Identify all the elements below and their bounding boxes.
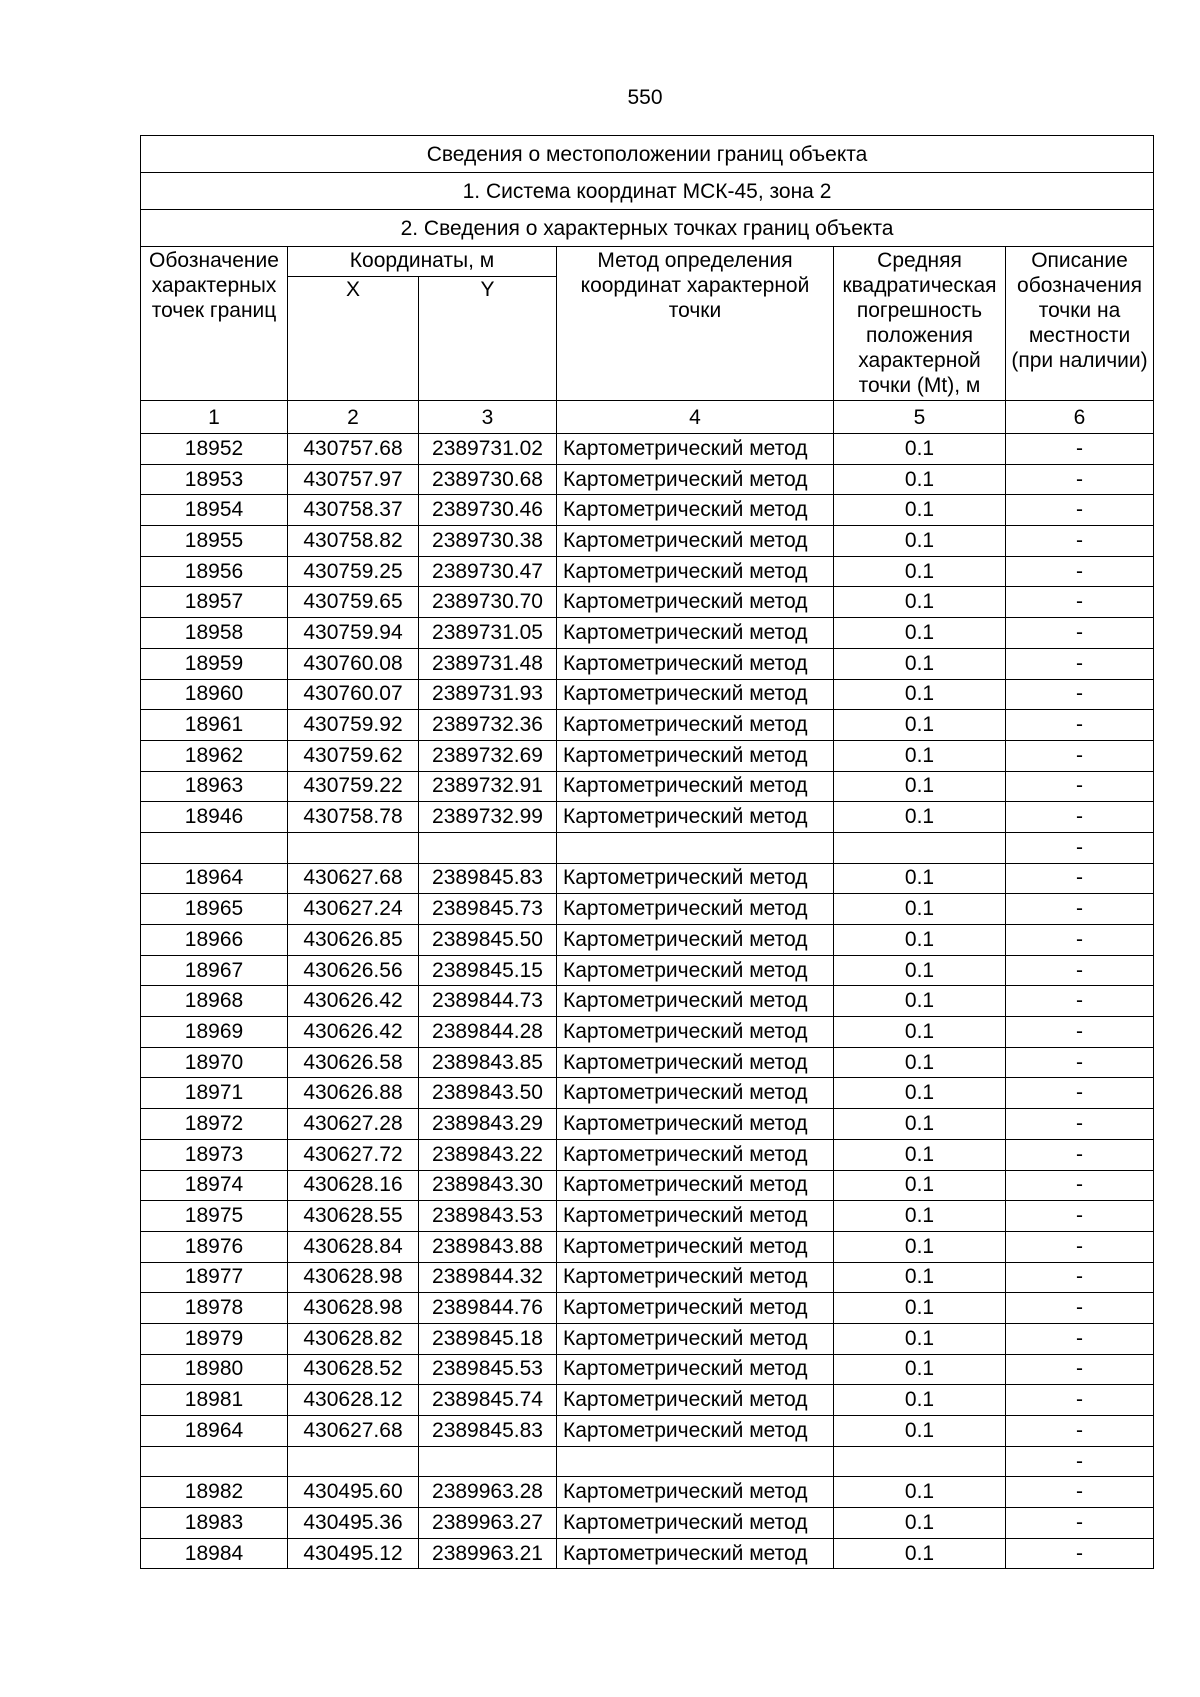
table-row [141,1109,1154,1140]
y-coord-cell: 2389730.46 [419,495,557,526]
description-cell: - [1006,1017,1154,1048]
x-coord-cell: 430758.78 [288,802,419,833]
error-cell: 0.1 [834,894,1006,925]
y-coord-cell: 2389730.70 [419,587,557,618]
method-cell: Картометрический метод [557,1139,834,1170]
header-x: X [288,277,419,401]
description-cell: - [1006,894,1154,925]
header-method: Метод определения координат характерной точки [557,247,834,401]
table-row [141,955,1154,986]
x-coord-cell: 430495.36 [288,1508,419,1539]
table-row [141,1385,1154,1416]
table-row [141,464,1154,495]
table-row [141,1201,1154,1232]
table-row [141,679,1154,710]
description-cell: - [1006,832,1154,863]
table-row [141,1354,1154,1385]
x-coord-cell: 430628.98 [288,1293,419,1324]
point-id-cell: 18963 [141,771,288,802]
column-number: 4 [557,401,834,434]
point-id-cell: 18953 [141,464,288,495]
error-cell: 0.1 [834,1508,1006,1539]
point-id-cell: 18983 [141,1508,288,1539]
method-cell: Картометрический метод [557,1017,834,1048]
point-id-cell: 18968 [141,986,288,1017]
error-cell: 0.1 [834,464,1006,495]
error-cell: 0.1 [834,1538,1006,1569]
error-cell: 0.1 [834,1354,1006,1385]
y-coord-cell: 2389844.32 [419,1262,557,1293]
y-coord-cell: 2389731.48 [419,648,557,679]
table-row [141,1508,1154,1539]
table-row [141,1047,1154,1078]
table-row [141,648,1154,679]
point-id-cell [141,1446,288,1477]
y-coord-cell: 2389843.22 [419,1139,557,1170]
x-coord-cell: 430627.28 [288,1109,419,1140]
error-cell: 0.1 [834,955,1006,986]
error-cell: 0.1 [834,1231,1006,1262]
table-row [141,434,1154,465]
point-id-cell: 18974 [141,1170,288,1201]
table-row [141,740,1154,771]
table-row [141,1538,1154,1569]
point-id-cell: 18978 [141,1293,288,1324]
method-cell: Картометрический метод [557,1416,834,1447]
boundary-points-table [140,135,1154,1569]
description-cell: - [1006,1354,1154,1385]
method-cell: Картометрический метод [557,464,834,495]
error-cell: 0.1 [834,618,1006,649]
method-cell: Картометрический метод [557,740,834,771]
page-number: 550 [627,86,663,109]
description-cell: - [1006,434,1154,465]
method-cell: Картометрический метод [557,1231,834,1262]
error-cell: 0.1 [834,1262,1006,1293]
x-coord-cell [288,832,419,863]
error-cell: 0.1 [834,1109,1006,1140]
y-coord-cell: 2389845.73 [419,894,557,925]
error-cell: 0.1 [834,587,1006,618]
description-cell: - [1006,1508,1154,1539]
table-row [141,556,1154,587]
method-cell: Картометрический метод [557,556,834,587]
description-cell: - [1006,955,1154,986]
column-number: 2 [288,401,419,434]
method-cell: Картометрический метод [557,894,834,925]
error-cell: 0.1 [834,556,1006,587]
header-y: Y [419,277,557,401]
table-row [141,863,1154,894]
point-id-cell: 18952 [141,434,288,465]
header-point: Обозначение характерных точек границ [141,247,288,401]
description-cell: - [1006,1538,1154,1569]
y-coord-cell: 2389843.29 [419,1109,557,1140]
point-id-cell: 18961 [141,710,288,741]
method-cell: Картометрический метод [557,679,834,710]
coordinate-system: 1. Система координат МСК-45, зона 2 [141,173,1154,210]
point-id-cell: 18957 [141,587,288,618]
table-title: Сведения о местоположении границ объекта [141,136,1154,173]
table-row [141,894,1154,925]
error-cell: 0.1 [834,1201,1006,1232]
y-coord-cell: 2389963.27 [419,1508,557,1539]
table-row [141,802,1154,833]
description-cell: - [1006,526,1154,557]
y-coord-cell: 2389843.88 [419,1231,557,1262]
y-coord-cell: 2389844.76 [419,1293,557,1324]
description-cell: - [1006,464,1154,495]
y-coord-cell: 2389843.50 [419,1078,557,1109]
point-id-cell: 18955 [141,526,288,557]
x-coord-cell: 430495.12 [288,1538,419,1569]
table-row [141,526,1154,557]
point-id-cell: 18946 [141,802,288,833]
description-cell: - [1006,1293,1154,1324]
point-id-cell: 18964 [141,1416,288,1447]
point-id-cell: 18967 [141,955,288,986]
table-row [141,1170,1154,1201]
error-cell: 0.1 [834,1078,1006,1109]
x-coord-cell: 430627.68 [288,1416,419,1447]
description-cell: - [1006,618,1154,649]
description-cell: - [1006,1047,1154,1078]
description-cell: - [1006,556,1154,587]
table-row [141,771,1154,802]
error-cell: 0.1 [834,526,1006,557]
error-cell: 0.1 [834,1139,1006,1170]
description-cell: - [1006,1078,1154,1109]
description-cell: - [1006,863,1154,894]
point-id-cell: 18971 [141,1078,288,1109]
table-row [141,618,1154,649]
y-coord-cell: 2389730.38 [419,526,557,557]
x-coord-cell: 430627.24 [288,894,419,925]
x-coord-cell: 430626.42 [288,986,419,1017]
column-number: 1 [141,401,288,434]
point-id-cell: 18982 [141,1477,288,1508]
point-id-cell: 18964 [141,863,288,894]
point-id-cell: 18977 [141,1262,288,1293]
y-coord-cell: 2389845.83 [419,863,557,894]
error-cell: 0.1 [834,1323,1006,1354]
point-id-cell: 18972 [141,1109,288,1140]
point-id-cell: 18966 [141,925,288,956]
method-cell [557,832,834,863]
method-cell: Картометрический метод [557,434,834,465]
y-coord-cell: 2389844.73 [419,986,557,1017]
method-cell: Картометрический метод [557,1109,834,1140]
method-cell: Картометрический метод [557,1323,834,1354]
x-coord-cell: 430757.68 [288,434,419,465]
y-coord-cell: 2389843.53 [419,1201,557,1232]
point-id-cell: 18981 [141,1385,288,1416]
error-cell: 0.1 [834,1017,1006,1048]
y-coord-cell: 2389731.02 [419,434,557,465]
point-id-cell: 18976 [141,1231,288,1262]
table-row [141,925,1154,956]
y-coord-cell: 2389732.36 [419,710,557,741]
method-cell: Картометрический метод [557,771,834,802]
x-coord-cell: 430626.56 [288,955,419,986]
table-row [141,986,1154,1017]
header-coords: Координаты, м [288,247,557,277]
description-cell: - [1006,1416,1154,1447]
x-coord-cell: 430628.82 [288,1323,419,1354]
y-coord-cell [419,832,557,863]
method-cell: Картометрический метод [557,1078,834,1109]
point-id-cell: 18958 [141,618,288,649]
x-coord-cell [288,1446,419,1477]
x-coord-cell: 430627.68 [288,863,419,894]
y-coord-cell: 2389845.18 [419,1323,557,1354]
x-coord-cell: 430760.07 [288,679,419,710]
method-cell: Картометрический метод [557,802,834,833]
method-cell: Картометрический метод [557,495,834,526]
y-coord-cell: 2389845.15 [419,955,557,986]
point-id-cell: 18980 [141,1354,288,1385]
method-cell: Картометрический метод [557,1170,834,1201]
table-row [141,1293,1154,1324]
x-coord-cell: 430628.55 [288,1201,419,1232]
method-cell: Картометрический метод [557,1262,834,1293]
method-cell: Картометрический метод [557,1477,834,1508]
point-id-cell: 18954 [141,495,288,526]
table-row [141,1078,1154,1109]
description-cell: - [1006,710,1154,741]
method-cell: Картометрический метод [557,863,834,894]
x-coord-cell: 430759.92 [288,710,419,741]
x-coord-cell: 430758.37 [288,495,419,526]
table-row [141,1477,1154,1508]
description-cell: - [1006,1446,1154,1477]
description-cell: - [1006,1170,1154,1201]
x-coord-cell: 430626.88 [288,1078,419,1109]
y-coord-cell: 2389845.50 [419,925,557,956]
table-row [141,832,1154,863]
x-coord-cell: 430626.85 [288,925,419,956]
error-cell: 0.1 [834,710,1006,741]
table-row [141,587,1154,618]
x-coord-cell: 430628.52 [288,1354,419,1385]
y-coord-cell [419,1446,557,1477]
x-coord-cell: 430759.62 [288,740,419,771]
description-cell: - [1006,587,1154,618]
y-coord-cell: 2389843.85 [419,1047,557,1078]
point-id-cell: 18979 [141,1323,288,1354]
description-cell: - [1006,1385,1154,1416]
y-coord-cell: 2389732.99 [419,802,557,833]
method-cell: Картометрический метод [557,1293,834,1324]
error-cell: 0.1 [834,986,1006,1017]
point-id-cell: 18960 [141,679,288,710]
header-description: Описание обозначения точки на местности (при наличии) [1006,247,1154,401]
y-coord-cell: 2389963.21 [419,1538,557,1569]
table-row [141,1323,1154,1354]
x-coord-cell: 430627.72 [288,1139,419,1170]
error-cell: 0.1 [834,1170,1006,1201]
method-cell: Картометрический метод [557,1047,834,1078]
description-cell: - [1006,1323,1154,1354]
x-coord-cell: 430628.12 [288,1385,419,1416]
column-number: 6 [1006,401,1154,434]
point-id-cell: 18969 [141,1017,288,1048]
x-coord-cell: 430759.22 [288,771,419,802]
x-coord-cell: 430759.94 [288,618,419,649]
point-id-cell: 18970 [141,1047,288,1078]
description-cell: - [1006,986,1154,1017]
y-coord-cell: 2389845.74 [419,1385,557,1416]
method-cell: Картометрический метод [557,1385,834,1416]
error-cell: 0.1 [834,1477,1006,1508]
y-coord-cell: 2389732.69 [419,740,557,771]
description-cell: - [1006,1201,1154,1232]
error-cell: 0.1 [834,1047,1006,1078]
error-cell: 0.1 [834,740,1006,771]
x-coord-cell: 430628.84 [288,1231,419,1262]
x-coord-cell: 430758.82 [288,526,419,557]
y-coord-cell: 2389731.93 [419,679,557,710]
error-cell: 0.1 [834,863,1006,894]
y-coord-cell: 2389732.91 [419,771,557,802]
point-id-cell: 18984 [141,1538,288,1569]
description-cell: - [1006,1477,1154,1508]
table-row [141,1262,1154,1293]
point-id-cell: 18973 [141,1139,288,1170]
error-cell: 0.1 [834,648,1006,679]
error-cell: 0.1 [834,1385,1006,1416]
method-cell: Картометрический метод [557,710,834,741]
description-cell: - [1006,771,1154,802]
point-id-cell: 18959 [141,648,288,679]
y-coord-cell: 2389963.28 [419,1477,557,1508]
description-cell: - [1006,925,1154,956]
error-cell: 0.1 [834,925,1006,956]
error-cell: 0.1 [834,679,1006,710]
point-id-cell: 18975 [141,1201,288,1232]
error-cell: 0.1 [834,771,1006,802]
method-cell: Картометрический метод [557,1538,834,1569]
y-coord-cell: 2389731.05 [419,618,557,649]
x-coord-cell: 430760.08 [288,648,419,679]
description-cell: - [1006,1139,1154,1170]
point-id-cell: 18956 [141,556,288,587]
method-cell: Картометрический метод [557,925,834,956]
description-cell: - [1006,1231,1154,1262]
x-coord-cell: 430626.42 [288,1017,419,1048]
description-cell: - [1006,495,1154,526]
y-coord-cell: 2389843.30 [419,1170,557,1201]
description-cell: - [1006,1109,1154,1140]
error-cell: 0.1 [834,1416,1006,1447]
x-coord-cell: 430626.58 [288,1047,419,1078]
x-coord-cell: 430759.65 [288,587,419,618]
x-coord-cell: 430628.98 [288,1262,419,1293]
method-cell: Картометрический метод [557,986,834,1017]
column-number: 3 [419,401,557,434]
table-row [141,1416,1154,1447]
point-id-cell: 18965 [141,894,288,925]
table-row [141,1017,1154,1048]
method-cell [557,1446,834,1477]
description-cell: - [1006,648,1154,679]
error-cell [834,1446,1006,1477]
error-cell: 0.1 [834,495,1006,526]
table-row [141,1231,1154,1262]
description-cell: - [1006,1262,1154,1293]
method-cell: Картометрический метод [557,955,834,986]
table-row [141,1139,1154,1170]
y-coord-cell: 2389845.53 [419,1354,557,1385]
error-cell: 0.1 [834,802,1006,833]
y-coord-cell: 2389845.83 [419,1416,557,1447]
error-cell [834,832,1006,863]
header-error: Средняя квадратическая погрешность положения характерной точки (Mt), м [834,247,1006,401]
description-cell: - [1006,740,1154,771]
method-cell: Картометрический метод [557,1354,834,1385]
description-cell: - [1006,679,1154,710]
error-cell: 0.1 [834,1293,1006,1324]
method-cell: Картометрический метод [557,1201,834,1232]
method-cell: Картометрический метод [557,1508,834,1539]
table-row [141,1446,1154,1477]
x-coord-cell: 430757.97 [288,464,419,495]
y-coord-cell: 2389844.28 [419,1017,557,1048]
table-row [141,710,1154,741]
table-row [141,495,1154,526]
y-coord-cell: 2389730.68 [419,464,557,495]
method-cell: Картометрический метод [557,618,834,649]
method-cell: Картометрический метод [557,648,834,679]
x-coord-cell: 430759.25 [288,556,419,587]
x-coord-cell: 430628.16 [288,1170,419,1201]
point-id-cell [141,832,288,863]
section-title: 2. Сведения о характерных точках границ объекта [141,210,1154,247]
method-cell: Картометрический метод [557,587,834,618]
x-coord-cell: 430495.60 [288,1477,419,1508]
point-id-cell: 18962 [141,740,288,771]
error-cell: 0.1 [834,434,1006,465]
column-number: 5 [834,401,1006,434]
description-cell: - [1006,802,1154,833]
y-coord-cell: 2389730.47 [419,556,557,587]
method-cell: Картометрический метод [557,526,834,557]
